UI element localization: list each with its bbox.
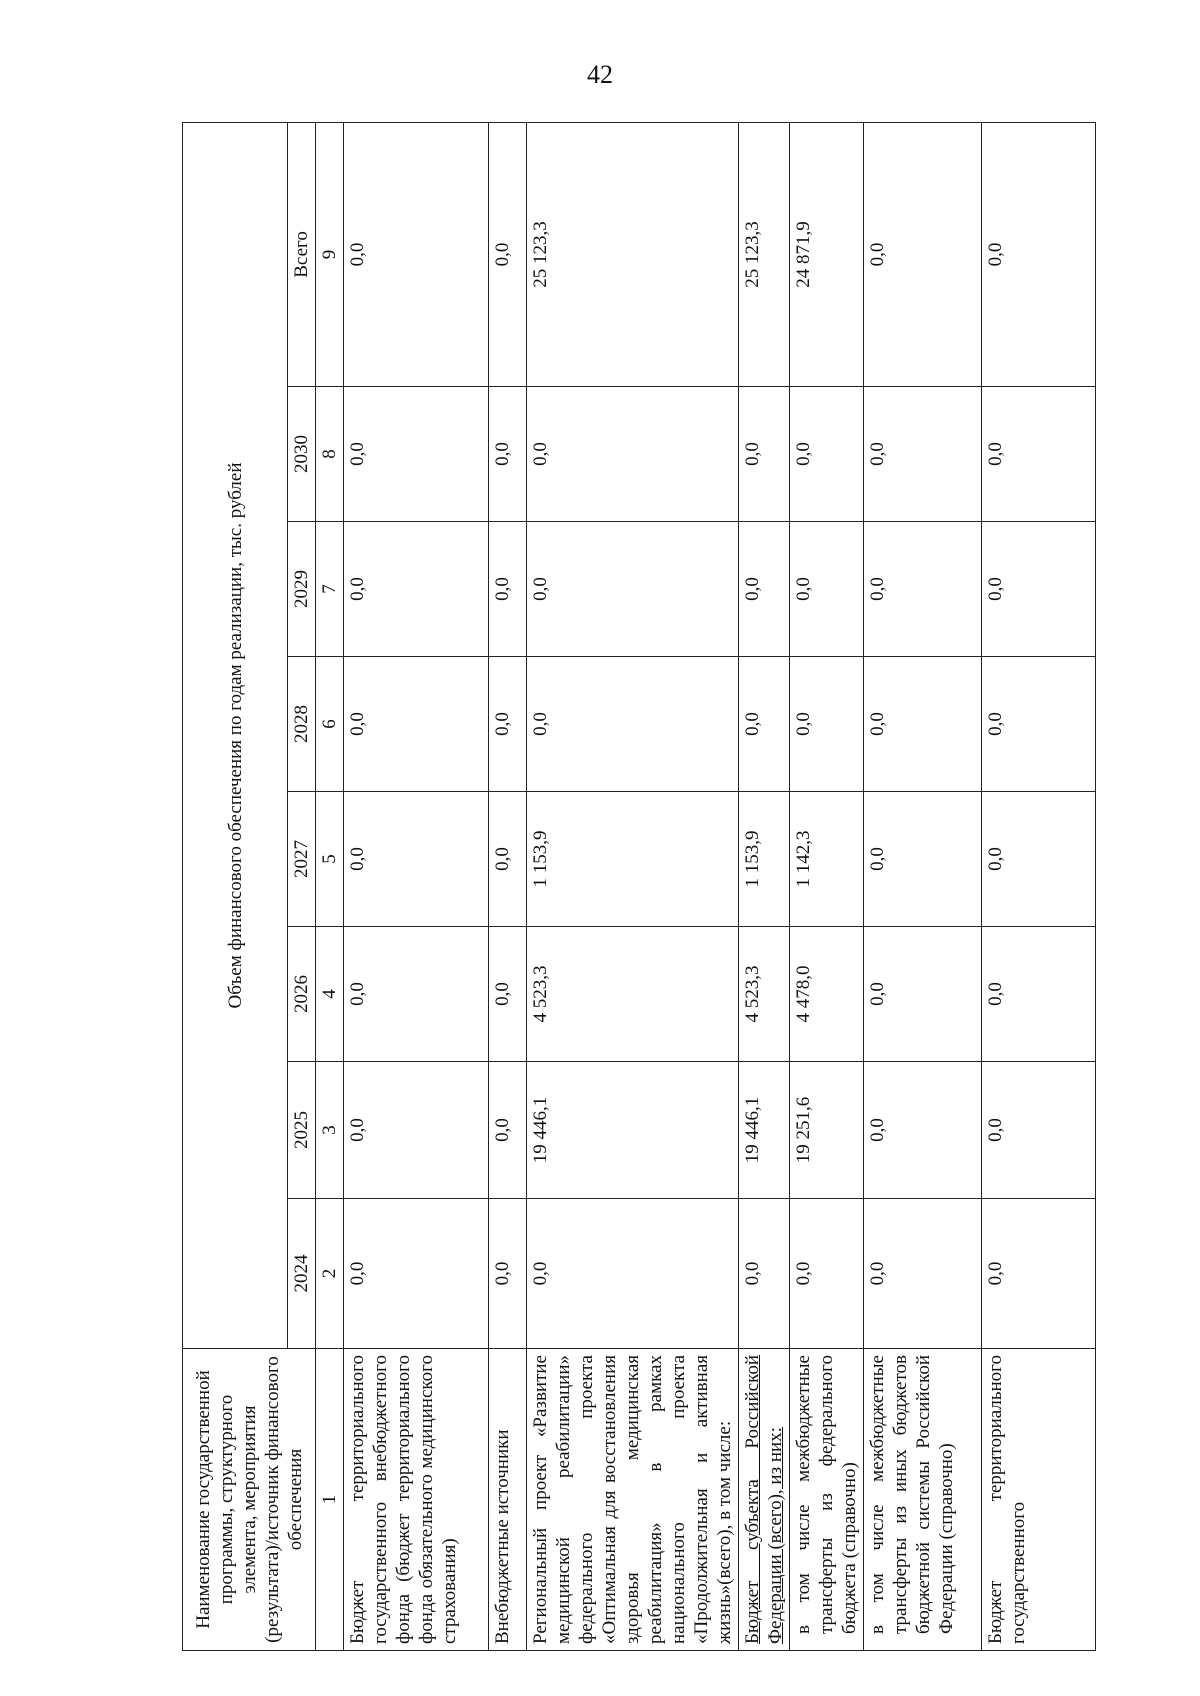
cell-value: 0,0 [982,522,1096,657]
cell-value: 0,0 [489,927,527,1062]
cell-total: 25 123,3 [739,122,790,386]
table-row [982,122,1096,1650]
column-number: 3 [316,1062,344,1199]
cell-value: 0,0 [344,657,489,792]
cell-value: 0,0 [739,522,790,657]
cell-value: 0,0 [489,387,527,522]
cell-value: 0,0 [739,1199,790,1349]
page-number: 42 [587,60,613,89]
table-row [489,122,527,1650]
column-number: 2 [316,1199,344,1349]
cell-value: 0,0 [344,1199,489,1349]
cell-value: 0,0 [739,387,790,522]
cell-value: 0,0 [864,387,982,522]
column-number: 7 [316,522,344,657]
cell-value: 0,0 [344,387,489,522]
table-row [864,122,982,1650]
funding-table [182,122,1096,1651]
cell-value: 1 153,9 [739,792,790,927]
cell-value: 0,0 [489,522,527,657]
header-total: Всего [288,122,316,386]
row-name: Бюджет территориального государственного [982,1349,1096,1651]
cell-value: 1 153,9 [527,792,739,927]
cell-value: 0,0 [864,792,982,927]
cell-value: 0,0 [982,1199,1096,1349]
cell-value: 0,0 [864,927,982,1062]
header-year: 2026 [288,927,316,1062]
cell-value: 0,0 [790,522,864,657]
cell-value: 0,0 [527,657,739,792]
cell-total: 0,0 [864,122,982,386]
cell-value: 0,0 [982,1062,1096,1199]
cell-value: 4 523,3 [527,927,739,1062]
header-year: 2025 [288,1062,316,1199]
header-name-column: Наименование государственной программы, структурного элемента, мероприятия (результата)/источник финансового обеспечения [183,1349,316,1651]
cell-value: 0,0 [982,387,1096,522]
cell-value: 0,0 [864,657,982,792]
cell-value: 4 478,0 [790,927,864,1062]
header-year: 2024 [288,1199,316,1349]
column-number: 8 [316,387,344,522]
cell-total: 0,0 [489,122,527,386]
header-year: 2029 [288,522,316,657]
cell-value: 0,0 [527,522,739,657]
row-name: в том числе межбюджетные трансферты из федерального бюджета (справочно) [790,1349,864,1651]
cell-value: 1 142,3 [790,792,864,927]
cell-value: 0,0 [790,387,864,522]
cell-value: 0,0 [982,657,1096,792]
header-volume-title: Объем финансового обеспечения по годам реализации, тыс. рублей [183,122,288,1348]
header-year: 2027 [288,792,316,927]
column-number: 4 [316,927,344,1062]
row-name-text: Бюджет субъекта Российской Федерации (всего), из них: [742,1355,786,1644]
cell-total: 25 123,3 [527,122,739,386]
row-name [739,1349,790,1651]
column-number: 9 [316,122,344,386]
cell-value: 19 251,6 [790,1062,864,1199]
table-row [344,122,489,1650]
cell-value: 0,0 [790,657,864,792]
cell-value: 19 446,1 [527,1062,739,1199]
cell-value: 0,0 [344,522,489,657]
cell-value: 0,0 [982,792,1096,927]
cell-total: 0,0 [344,122,489,386]
cell-value: 0,0 [489,1062,527,1199]
column-number: 6 [316,657,344,792]
cell-value: 0,0 [864,522,982,657]
table-row [739,122,790,1650]
funding-table-container [182,123,1072,1651]
cell-total: 0,0 [982,122,1096,386]
cell-value: 0,0 [527,1199,739,1349]
cell-value: 0,0 [864,1199,982,1349]
row-name: Бюджет территориального государственного внебюджетного фонда (бюджет территориального фонда обязательного медицинского страхования) [344,1349,489,1651]
cell-value: 0,0 [489,792,527,927]
column-number: 5 [316,792,344,927]
cell-value: 0,0 [489,1199,527,1349]
table-row [527,122,739,1650]
cell-value: 0,0 [344,792,489,927]
cell-value: 0,0 [344,927,489,1062]
cell-value: 0,0 [982,927,1096,1062]
column-number: 1 [316,1349,344,1651]
cell-value: 0,0 [527,387,739,522]
row-name: в том числе межбюджетные трансферты из иных бюджетов бюджетной системы Российской Федерации (справочно) [864,1349,982,1651]
cell-value: 0,0 [344,1062,489,1199]
row-name: Региональный проект «Развитие медицинской реабилитации» федерального проекта «Оптимальная для восстановления здоровья медицинская реабилитация» в рамках национального проекта «Продолжительная и активная жизнь»(всего), в том числе: [527,1349,739,1651]
cell-value: 0,0 [864,1062,982,1199]
header-year: 2028 [288,657,316,792]
cell-value: 4 523,3 [739,927,790,1062]
cell-value: 0,0 [489,657,527,792]
cell-value: 0,0 [739,657,790,792]
row-name: Внебюджетные источники [489,1349,527,1651]
table-row [790,122,864,1650]
cell-total: 24 871,9 [790,122,864,386]
cell-value: 19 446,1 [739,1062,790,1199]
cell-value: 0,0 [790,1199,864,1349]
header-year: 2030 [288,387,316,522]
